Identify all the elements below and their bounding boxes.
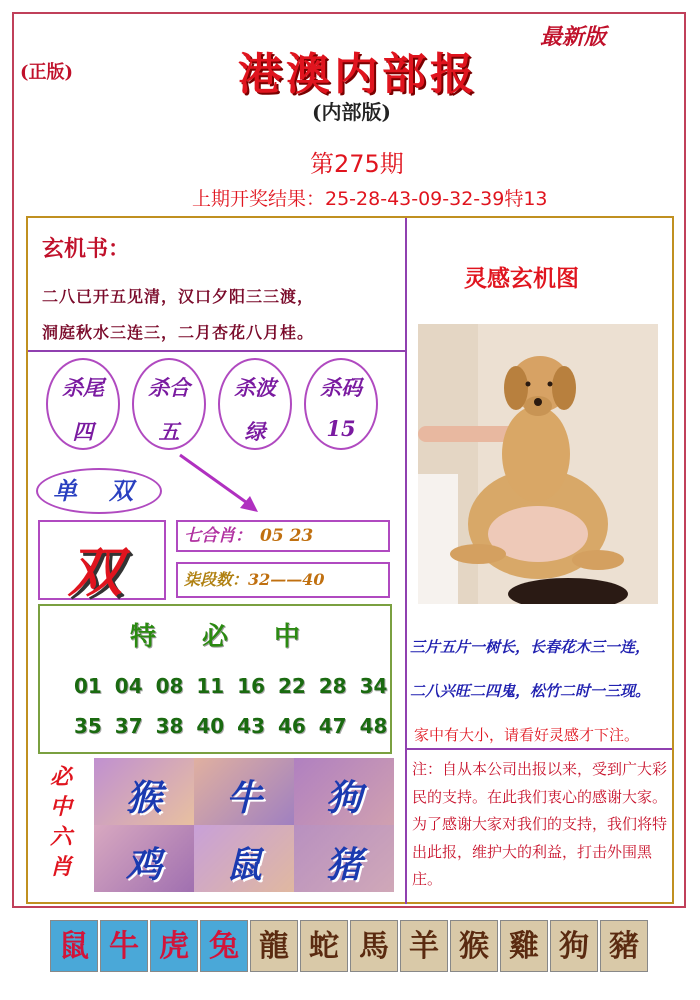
segment-value: 32——40: [248, 570, 325, 589]
special-numbers-row-2: 35 37 38 40 43 46 47 48: [74, 714, 388, 738]
zodiac-tile: 羊: [400, 920, 448, 972]
oval-kill-tail: [46, 358, 120, 450]
zodiac-tile: 猴: [450, 920, 498, 972]
zodiac-tile: 鼠: [50, 920, 98, 972]
big-even-text: 双: [68, 540, 122, 604]
zodiac-cell-text: 狗: [325, 777, 362, 819]
big-even-box: [38, 520, 166, 604]
zodiac-tile: 虎: [150, 920, 198, 972]
special-numbers-row-1: 01 04 08 11 16 22 28 34: [74, 674, 388, 698]
xuanji-line-2: 洞庭秋水三连三，二月杏花八月桂。: [42, 323, 315, 342]
zodiac-tile: 雞: [500, 920, 548, 972]
six-zodiac-label: 必中六肖: [50, 764, 73, 880]
zodiac-tile: 豬: [600, 920, 648, 972]
page-subtitle: (内部版): [312, 100, 391, 124]
oval-label: 杀波: [234, 375, 276, 400]
zodiac-cell-text: 牛: [225, 777, 262, 819]
seven-combo-label: 七合肖：: [184, 526, 252, 546]
zodiac-tile: 兔: [200, 920, 248, 972]
oval-value: 五: [158, 419, 180, 444]
zodiac-tile: 狗: [550, 920, 598, 972]
dog-image: [418, 324, 658, 604]
oval-value: 四: [72, 419, 94, 444]
xuanji-line-1: 二八已开五见清，汉口夕阳三三渡，: [42, 287, 315, 306]
zodiac-tile: 馬: [350, 920, 398, 972]
zodiac-tile: 龍: [250, 920, 298, 972]
oval-kill-combo: [132, 358, 206, 450]
oval-value: 绿: [244, 419, 266, 444]
xuanji-divider: [28, 350, 405, 352]
seven-combo-value: 05 23: [260, 526, 314, 546]
inspiration-note: 家中有大小，请看好灵感才下注。: [414, 726, 640, 744]
issue-number: 第275期: [310, 150, 404, 178]
zodiac-cell: [294, 825, 394, 892]
segment-label: 柒段数：: [184, 570, 249, 589]
zodiac-tile: 蛇: [300, 920, 348, 972]
zodiac-cell: [294, 758, 394, 825]
oval-kill-wave: [218, 358, 292, 450]
special-numbers-title: 特必中: [130, 622, 347, 652]
page-title: 港澳内部报: [238, 49, 478, 100]
special-numbers-box: [38, 604, 392, 754]
six-zodiac-grid: [94, 758, 394, 892]
zodiac-cell: [194, 758, 294, 825]
zodiac-tile: 牛: [100, 920, 148, 972]
zodiac-bar: [50, 920, 648, 972]
oval-kill-code: [304, 358, 378, 450]
oval-value: 15: [326, 416, 356, 441]
seven-combo-box: [176, 520, 390, 552]
edition-right-label: 最新版: [540, 24, 607, 50]
column-divider: [405, 218, 407, 904]
poem-line-2: 二八兴旺二四鬼，松竹二时一三现。: [410, 682, 651, 700]
edition-left-label: (正版): [20, 62, 74, 83]
arrow-icon: [170, 450, 270, 520]
zodiac-cell: [94, 758, 194, 825]
segment-box: [176, 562, 390, 598]
zodiac-cell-text: 猪: [325, 844, 362, 886]
zodiac-cell-text: 猴: [125, 777, 162, 819]
inspiration-title: 灵感玄机图: [464, 265, 579, 292]
notice-text: 注：自从本公司出报以来，受到广大彩民的支持。在此我们衷心的感谢大家。为了感谢大家对我们的支持，我们将特出此报，维护大的利益，打击外围黑庄。: [412, 760, 668, 888]
notice-divider: [407, 748, 672, 750]
oval-label: 杀合: [148, 375, 190, 400]
zodiac-cell-text: 鼠: [225, 844, 262, 886]
zodiac-cell-text: 鸡: [125, 844, 162, 886]
xuanji-title: 玄机书：: [42, 236, 131, 262]
poem-line-1: 三片五片一树长，长春花木三一连，: [410, 638, 651, 656]
odd-even-label: 单 双: [36, 468, 162, 514]
oval-label: 杀码: [320, 375, 362, 400]
oval-label: 杀尾: [62, 375, 104, 400]
zodiac-cell: [194, 825, 294, 892]
zodiac-cell: [94, 825, 194, 892]
dog-photo: [418, 324, 658, 604]
last-result: 上期开奖结果：25-28-43-09-32-39特13: [192, 188, 548, 210]
